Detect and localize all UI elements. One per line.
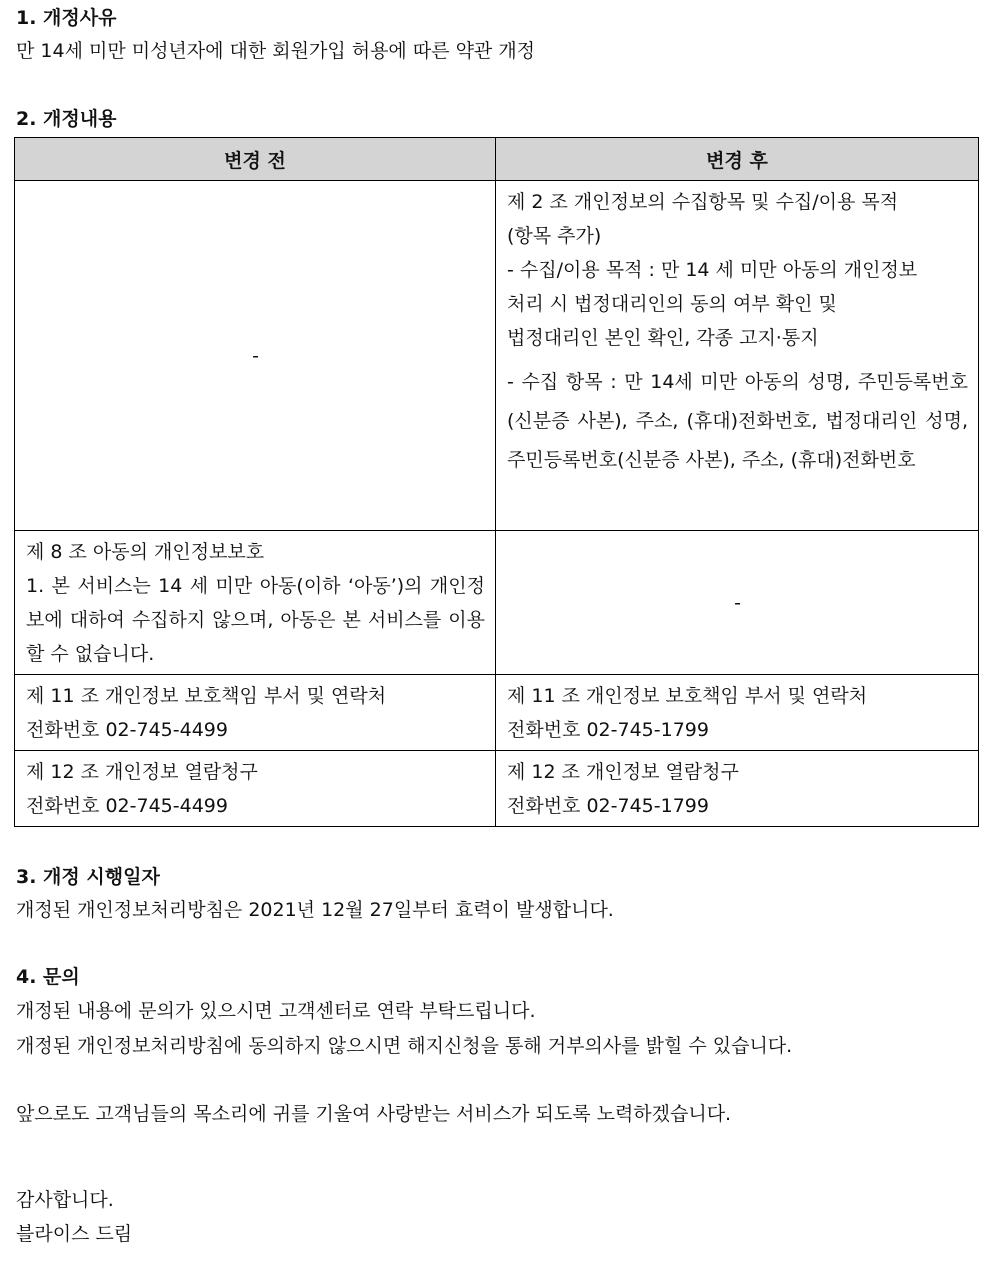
column-header-after: 변경 후 — [496, 138, 979, 181]
section4-line1: 개정된 내용에 문의가 있으시면 고객센터로 연락 부탁드립니다. — [16, 1000, 536, 1022]
row1-after-title: 제 2 조 개인정보의 수집항목 및 수집/이용 목적 — [507, 191, 899, 213]
row2-before-body: 1. 본 서비스는 14 세 미만 아동(이하 ‘아동’)의 개인정보에 대하여 수집하지 않으며, 아동은 본 서비스를 이용할 수 없습니다. — [26, 575, 485, 665]
row2-after-cell: - — [496, 531, 979, 675]
row2-before-cell — [15, 531, 496, 675]
section3-text: 개정된 개인정보처리방침은 2021년 12월 27일부터 효력이 발생합니다. — [16, 899, 614, 921]
row4-after-cell — [496, 751, 979, 827]
row1-after-purpose-1: - 수집/이용 목적 : 만 14 세 미만 아동의 개인정보 — [507, 259, 918, 281]
section2-heading: 2. 개정내용 — [16, 108, 117, 130]
row3-after-phone: 전화번호 02-745-1799 — [507, 719, 709, 741]
closing-signature: 블라이스 드림 — [16, 1223, 133, 1245]
row1-before-cell: - — [15, 181, 496, 531]
row3-before-phone: 전화번호 02-745-4499 — [26, 719, 228, 741]
section4-heading: 4. 문의 — [16, 966, 80, 988]
row1-after-items: - 수집 항목 : 만 14세 미만 아동의 성명, 주민등록번호(신분증 사본), 주소, (휴대)전화번호, 법정대리인 성명, 주민등록번호(신분증 사본), 주소, (휴대)전화번호 — [507, 371, 968, 471]
row4-before-title: 제 12 조 개인정보 열람청구 — [26, 761, 258, 783]
table-row — [15, 531, 979, 675]
row1-after-purpose-3: 법정대리인 본인 확인, 각종 고지·통지 — [507, 327, 819, 349]
row4-after-title: 제 12 조 개인정보 열람청구 — [507, 761, 739, 783]
column-header-before: 변경 전 — [15, 138, 496, 181]
row1-after-note: (항목 추가) — [507, 225, 602, 247]
closing-thanks: 감사합니다. — [16, 1189, 114, 1211]
row4-before-cell — [15, 751, 496, 827]
row3-after-title: 제 11 조 개인정보 보호책임 부서 및 연락처 — [507, 685, 868, 707]
row3-before-cell — [15, 675, 496, 751]
row1-after-purpose-2: 처리 시 법정대리인의 동의 여부 확인 및 — [507, 293, 837, 315]
section1-text: 만 14세 미만 미성년자에 대한 회원가입 허용에 따른 약관 개정 — [16, 40, 536, 62]
table-row — [15, 181, 979, 531]
comparison-table — [14, 137, 979, 827]
table-row — [15, 751, 979, 827]
table-row — [15, 675, 979, 751]
row3-before-title: 제 11 조 개인정보 보호책임 부서 및 연락처 — [26, 685, 387, 707]
row1-after-cell — [496, 181, 979, 531]
row3-after-cell — [496, 675, 979, 751]
section4-line2: 개정된 개인정보처리방침에 동의하지 않으시면 해지신청을 통해 거부의사를 밝힐 수 있습니다. — [16, 1035, 793, 1057]
row2-before-title: 제 8 조 아동의 개인정보보호 — [26, 541, 265, 563]
section1-heading: 1. 개정사유 — [16, 7, 117, 29]
section3-heading: 3. 개정 시행일자 — [16, 866, 160, 888]
row4-after-phone: 전화번호 02-745-1799 — [507, 795, 709, 817]
closing-promise: 앞으로도 고객님들의 목소리에 귀를 기울여 사랑받는 서비스가 되도록 노력하겠습니다. — [16, 1103, 732, 1125]
table-header-row — [15, 138, 979, 181]
row4-before-phone: 전화번호 02-745-4499 — [26, 795, 228, 817]
